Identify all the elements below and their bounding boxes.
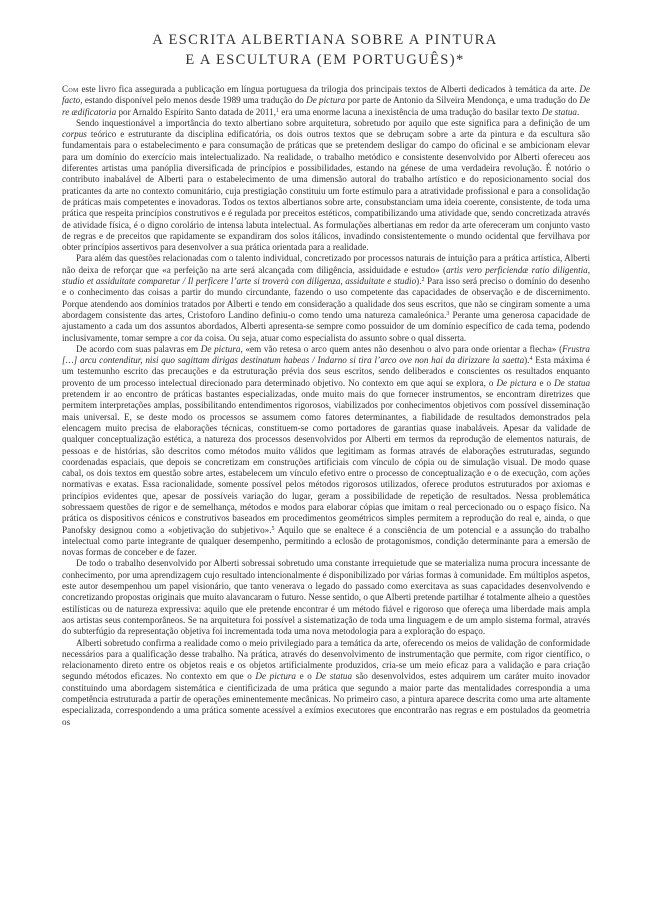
text-run: Perante uma generosa capacidade de ajustamento a cada um dos assuntos abordados, Alberti apresenta-se sempre como possuidor de um domínio específico de cada tema, podendo inclusivamente, tomar sempre a cor da coisa. Ou seja, atuar como especialista do assunto sobre o qual disserta. bbox=[62, 309, 590, 343]
text-run: ). bbox=[416, 276, 422, 287]
italic-text: artis vero perficiendæ ratio diligentia, studio et assiduitate comparetur / Il perficere l’arte si troverà con diligenza, assiduitate e studio bbox=[62, 264, 590, 287]
text-run: este livro fica assegurada a publicação em língua portuguesa da trilogia dos principais textos de Alberti dedicados à temática da arte. bbox=[78, 84, 580, 94]
paragraph bbox=[62, 253, 590, 343]
text-run: teórico e estruturante da disciplina edificatória, os dois outros textos que se debruçam sobre a arte da pintura e da escultura são fundamentais para o estabelecimento e para consumação de práticas que se pretendem desligar do campo do oficinal e se ambicionam elevar para um domínio do exercício mais intelectualizado. Na realidade, o trabalho metódico e consistente desenvolvido por Alberti ofereceu aos diferentes artistas uma panóplia diversificada de princípios e possibilidades, estando na génese de uma verdadeira revolução. É notório o contributo inabalável de Alberti para o estabelecimento de uma dimensão autoral do trabalho artístico e do reposicionamento social dos praticantes da arte no contexto comunitário, cuja prestigiação constituiu um forte estímulo para a atratividade profissional e para a consolidação de práticas mais competentes e inovadoras. Todos os textos albertianos sobre arte, consubstanciam uma ideia coerente, consistente, de toda uma prática que respeita princípios construtivos e é regulada por preceitos estéticos, compatibilizando uma atividade que, sendo concretizada através de atividade física, é o digno corolário de intensa labuta intelectual. As formulações albertianas em redor da arte ofereceram um conjunto vasto de regras e de preceitos que rapidamente se expandiram dos solos itálicos, invadindo consistentemente o mundo ocidental que fervilhava por obter princípios assertivos para desenvolver a sua prática orientada para a realidade. bbox=[62, 129, 590, 253]
paragraph bbox=[62, 638, 590, 728]
footnote-ref: 2 bbox=[421, 277, 425, 284]
italic-text: De re ædificatoria bbox=[62, 95, 591, 117]
italic-text: De statua bbox=[315, 671, 353, 682]
text-run: era uma enorme lacuna a inexistência de uma tradução do basilar texto bbox=[279, 106, 542, 117]
italic-text: Frustra […] arcu contenditur, nisi quo sagittam dirigas destinatum habeas / Indarno si tira l’arco ove non hai da dirizzare la saetta bbox=[62, 343, 590, 366]
chapter-title-line-1: A ESCRITA ALBERTIANA SOBRE A PINTURA bbox=[152, 32, 498, 48]
text-run: por Arnaldo Espírito Santo datada de 2011, bbox=[116, 106, 276, 117]
text-run: , estando disponível pelo menos desde 1989 uma tradução do bbox=[80, 95, 307, 106]
chapter-title-line-2: E A ESCULTURA (EM PORTUGUÊS)* bbox=[185, 52, 465, 68]
text-run: e o bbox=[296, 671, 316, 682]
italic-text: corpus bbox=[62, 129, 87, 140]
text-run: Para além das questões relacionadas com o talento individual, concretizado por processos naturais de intuição para a prática artística, Alberti não deixa de reforçar que «a perfeição na arte será alcançada com diligência, assiduidade e estudo» ( bbox=[62, 253, 590, 275]
text-run: Alberti sobretudo confirma a realidade como o meio privilegiado para a temática da arte, oferecendo os meios de validação de conformidade necessários para a qualificação desse trabalho. Na prática, através do desenvolvimento de instrumentação que permite, com rigor científico, o relacionamento direto entre os objetos reais e os objetos artificialmente produzidos, cria-se um meio eficaz para a validação e para criação segundo métodos eficazes. No contexto em que o bbox=[62, 637, 590, 682]
text-run: são desenvolvidos, estes adquirem um caráter muito inovador constituindo uma abordagem sistemática e cientificizada de uma prática que segundo a maior parte das mentalidades correspondia a uma competência estruturada a partir de operações eminentemente mecânicas. No primeiro caso, a pintura aparece descrita como uma arte altamente especializada, correspondendo a uma prática somente acessível a exímios executores que encontrarão nas regras e em postulados da geometria os bbox=[62, 671, 591, 727]
italic-text: De pictura bbox=[496, 377, 537, 388]
italic-text: De pictura bbox=[306, 95, 346, 106]
text-run: , «em vão retesa o arco quem antes não desenhou o alvo para onde orientar a flecha» ( bbox=[240, 343, 563, 354]
text-run: De todo o trabalho desenvolvido por Alberti sobressai sobretudo uma constante irrequietude que se materializa numa procura incessante de conhecimento, por uma aprendizagem cujo resultado intencionalmente é disponibilizado por várias formas à comunidade. Em múltiplos aspetos, este autor desempenhou um papel visionário, que tanto venerava o legado do passado como exercitava as suas capacidades desenvolvendo e concretizando propostas originais que muito alavancaram o futuro. Nesse sentido, o que Alberti pretende partilhar é totalmente alheio a questões estilísticas ou de natureza expressiva: aquilo que ele pretende encontrar é um método fiável e rigoroso que ofereça uma liberdade mais ampla aos artistas seus contemporâneos. Se na arquitetura foi possível a sistematização de toda uma linguagem e de um amplo sistema formal, através do subterfúgio da representação objetiva foi incrementada toda uma nova metodologia para a exploração do espaço. bbox=[62, 558, 590, 637]
text-run: . bbox=[576, 106, 580, 117]
text-run: Esta máxima é um testemunho escrito das precauções e da estruturação prévia dos seus escritos, sendo deliberados e conscientes os resultados enquanto provento de um processo intelectual direcionado para determinado objetivo. No contexto em que aqui se explora, o bbox=[62, 355, 590, 388]
text-run: ). bbox=[524, 355, 530, 366]
italic-text: De statua bbox=[541, 106, 577, 117]
text-run: e o bbox=[536, 377, 555, 388]
paragraph bbox=[62, 558, 590, 637]
text-run: pretendem ir ao encontro de práticas bastantes especializadas, onde muito mais do que fornecer instrumentos, se encontram diretrizes que permitem interpretações amplas, possibilitando entendimentos rigorosos, viabilizados por conhecimentos objetivos com possível disseminação mais universal. E, se deste modo os processos se assumem como fatores determinantes, a fiabilidade de resultados demonstrados pela elencagem muito precisa de elaborações técnicas, constituem-se como portadores de garantias quase inabaláveis. Apesar da validade de qualquer conceptualização estética, a natureza dos processos desenvolvidos por Alberti em termos da reprodução de elementos naturais, de pessoas e de histórias, são descritos como métodos muito válidos que legitimam as formas através de elaborações estruturadas, segundo coordenadas espaciais, que depois se concretizam em construções artificiais com vínculo de cópia ou de simulação visual. De modo quase cabal, os dois textos em questão sobre artes, estabelecem um vínculo efetivo entre o processo de conceptualização e o de execução, com ações normativas e exatas. Essa racionalidade, somente possível pelos métodos rigorosos utilizados, oferece produtos estruturados por axiomas e princípios evidentes que, apesar de possíveis variação do lugar, geram a possibilidade de repetição de resultados. Nessa problemática sobressaem questões de rigor e de semelhança, métodos e modos para elaborar cópias que imitam o real percecionado ou o espaço físico. Na prática os dispositivos cénicos e construtivos baseados em procedimentos geométricos simples permitem a reprodução do real e, ainda, o que Panofsky designou como a «objetivação do subjetivo». bbox=[62, 389, 590, 535]
italic-text: De statua bbox=[554, 377, 591, 388]
paragraph bbox=[62, 344, 590, 559]
footnote-ref: 1 bbox=[276, 107, 279, 114]
small-caps-opening: Com bbox=[62, 84, 79, 94]
italic-text: De pictura bbox=[200, 343, 241, 354]
footnote-ref: 3 bbox=[446, 310, 450, 317]
chapter-title bbox=[0, 30, 650, 70]
paragraph bbox=[62, 118, 590, 254]
footnote-ref: 5 bbox=[271, 525, 275, 532]
text-run: De acordo com suas palavras em bbox=[76, 343, 201, 354]
text-run: por parte de Antonio da Silveira Mendonça, e uma tradução do bbox=[345, 95, 580, 106]
text-run: Sendo inquestionável a importância do texto albertiano sobre arquitetura, sobretudo por aquilo que este significa para a definição de um bbox=[76, 117, 590, 128]
footnote-ref: 4 bbox=[529, 356, 533, 363]
paragraph bbox=[62, 84, 590, 118]
body-text bbox=[62, 84, 590, 728]
italic-text: De facto bbox=[62, 84, 590, 106]
italic-text: De pictura bbox=[255, 671, 296, 682]
text-run: Aquilo que se enaltece é a consciência de um potencial e a assunção do trabalho intelectual como parte integrante de qualquer desempenho, permitindo a eclosão de protagonismos, condição determinante para a emersão de novas formas de conceber e de fazer. bbox=[62, 524, 590, 558]
text-run: Para isso será preciso o domínio do desenho e o conhecimento das coisas a partir do mundo circundante, fazendo o uso competente das capacidades de observação e de discernimento. Porque atendendo aos domínios tratados por Alberti e tendo em consideração a qualidade dos seus escritos, que não se cingiram somente a uma abordagem consistente das artes, Cristoforo Landino definiu-o como tendo uma natureza camaleónica. bbox=[62, 276, 590, 320]
